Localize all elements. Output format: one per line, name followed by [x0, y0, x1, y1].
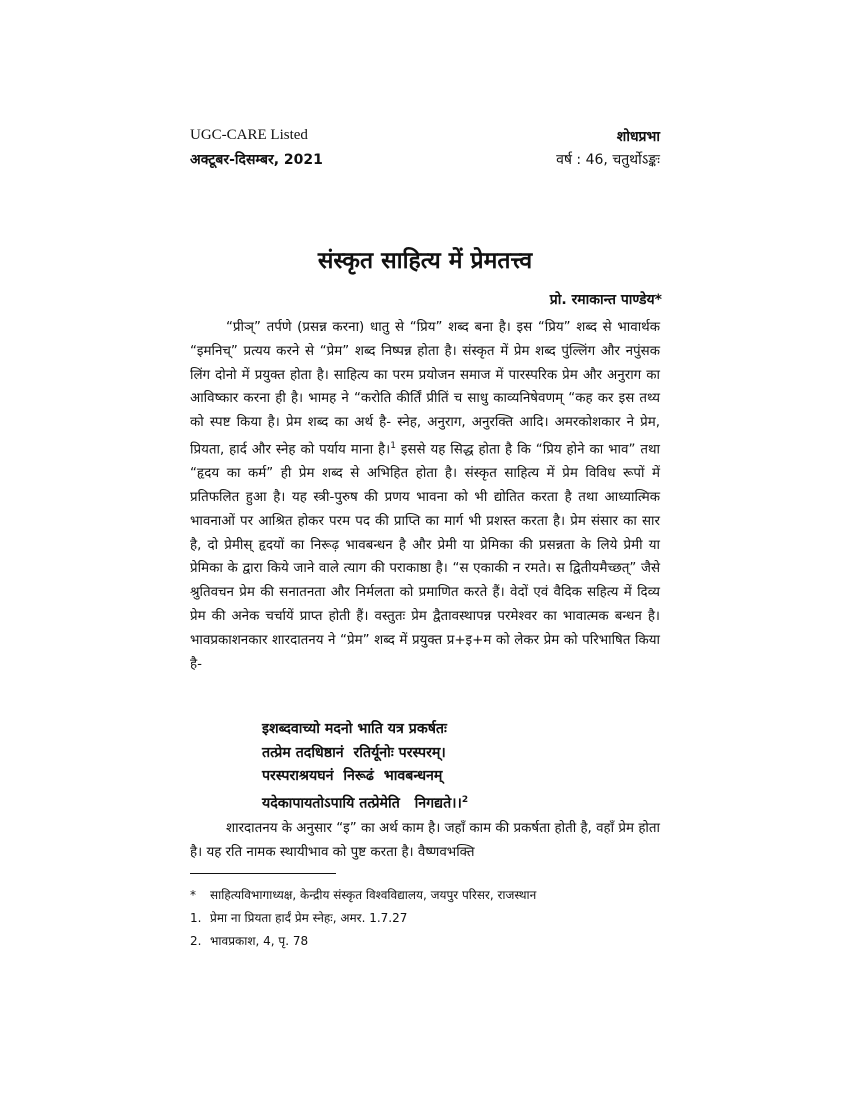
article-title: संस्कृत साहित्य में प्रेमतत्त्व: [317, 248, 533, 274]
verse-line: इशब्दवाच्यो मदनो भाति यत्र प्रकर्षतः: [262, 721, 447, 737]
footnote: [190, 886, 536, 903]
issue-period: अक्टूबर-दिसम्बर, 2021: [190, 152, 323, 168]
author-name: प्रो. रमाकान्त पाण्डेय*: [549, 292, 662, 308]
paragraph-text: इससे यह सिद्ध होता है कि “प्रिय होने का भाव” तथा “हृदय का कर्म” ही प्रेम शब्द से अभिहित होता है। संस्कृत साहित्य में प्रेम विविध रूपों में प्रतिफलित हुआ है। यह स्त्री-पुरुष की प्रणय भावना को भी द्योतित करता है तथा आध्यात्मिक भावनाओं पर आश्रित होकर परम पद की प्राप्ति का मार्ग भी प्रशस्त करता है। प्रेम संसार का सार है, दो प्रेमीस् हृदयों का निरूढ़ भावबन्धन है और प्रेमी या प्रेमिका की प्रसन्नता के लिये प्रेमी या प्रेमिका के द्वारा किये जाने वाले त्याग की पराकाष्ठा है। “स एकाकी न रमते। स द्वितीयमैच्छत्” जैसे श्रुतिवचन प्रेम की सनातनता और निर्मलता को प्रमाणित करते हैं। वेदों एवं वैदिक सहित्य में दिव्य प्रेम की अनेक चर्चायें प्राप्त होती हैं। वस्तुतः प्रेम द्वैतावस्थापन्न परमेश्वर का भावात्मक बन्धन है। भावप्रकाशनकार शारदातनय ने “प्रेम” शब्द में प्रयुक्त प्र+इ+म को लेकर प्रेम को परिभाषित किया है-: [190, 442, 660, 672]
footnote-mark: 1.: [190, 911, 202, 925]
footnote-divider: [190, 873, 336, 874]
footnote-text: प्रेमा ना प्रियता हार्दं प्रेम स्नेहः, अमर. 1.7.27: [210, 911, 408, 925]
footnote-ref: 2: [461, 794, 469, 805]
paragraph-text: “प्रीञ्” तर्पणे (प्रसन्न करना) धातु से “प्रिय” शब्द बना है। इस “प्रिय” शब्द से भावार्थक “इमनिच्” प्रत्यय करने से “प्रेम” शब्द निष्पन्न होता है। संस्कृत में प्रेम शब्द पुंल्लिंग और नपुंसक लिंग दोनो में प्रयुक्त होता है। साहित्य का परम प्रयोजन समाज में पारस्परिक प्रेम और अनुराग का आविष्कार करना ही है। भामह ने “करोति कीर्तिं प्रीतिं च साधु काव्यनिषेवणम् “कह कर इस तथ्य को स्पष्ट किया है। प्रेम शब्द का अर्थ है- स्नेह, अनुराग, अनुरक्ति आदि। अमरकोशकार ने प्रेम, प्रियता, हार्द और स्नेह को पर्याय माना है।: [190, 320, 660, 458]
verse-line: परस्पराश्रयघनं निरूढं भावबन्धनम्: [262, 768, 443, 784]
footnote-ref: 1: [390, 440, 396, 451]
verse-block: [262, 718, 468, 816]
body-paragraph-1: [190, 316, 660, 676]
footnote-mark: *: [190, 888, 196, 902]
paragraph-text: शारदातनय के अनुसार “इ” का अर्थ काम है। जहाँ काम की प्रकर्षता होती है, वहाँ प्रेम होता है। यह रति नामक स्थायीभाव को पुष्ट करता है। वैष्णवभक्ति: [190, 821, 660, 860]
footnote-text: भावप्रकाश, 4, पृ. 78: [210, 934, 309, 948]
footnote: [190, 932, 308, 949]
verse-line: यदेकापायतोऽपायि तत्प्रेमेति निगद्यते।।$^2$: [262, 794, 469, 812]
journal-name: शोधप्रभा: [616, 129, 660, 145]
verse-line: तत्प्रेम तदधिष्ठानं रतिर्यूनोः परस्परम्।: [262, 744, 446, 761]
footnote: [190, 909, 407, 926]
volume-issue: वर्ष : 46, चतुर्थोऽङ्कः: [556, 152, 660, 168]
footnote-mark: 2.: [190, 934, 202, 948]
journal-listing: UGC-CARE Listed: [190, 127, 308, 143]
footnote-text: साहित्यविभागाध्यक्ष, केन्द्रीय संस्कृत विश्वविद्यालय, जयपुर परिसर, राजस्थान: [210, 888, 537, 902]
body-paragraph-2: [190, 817, 660, 865]
